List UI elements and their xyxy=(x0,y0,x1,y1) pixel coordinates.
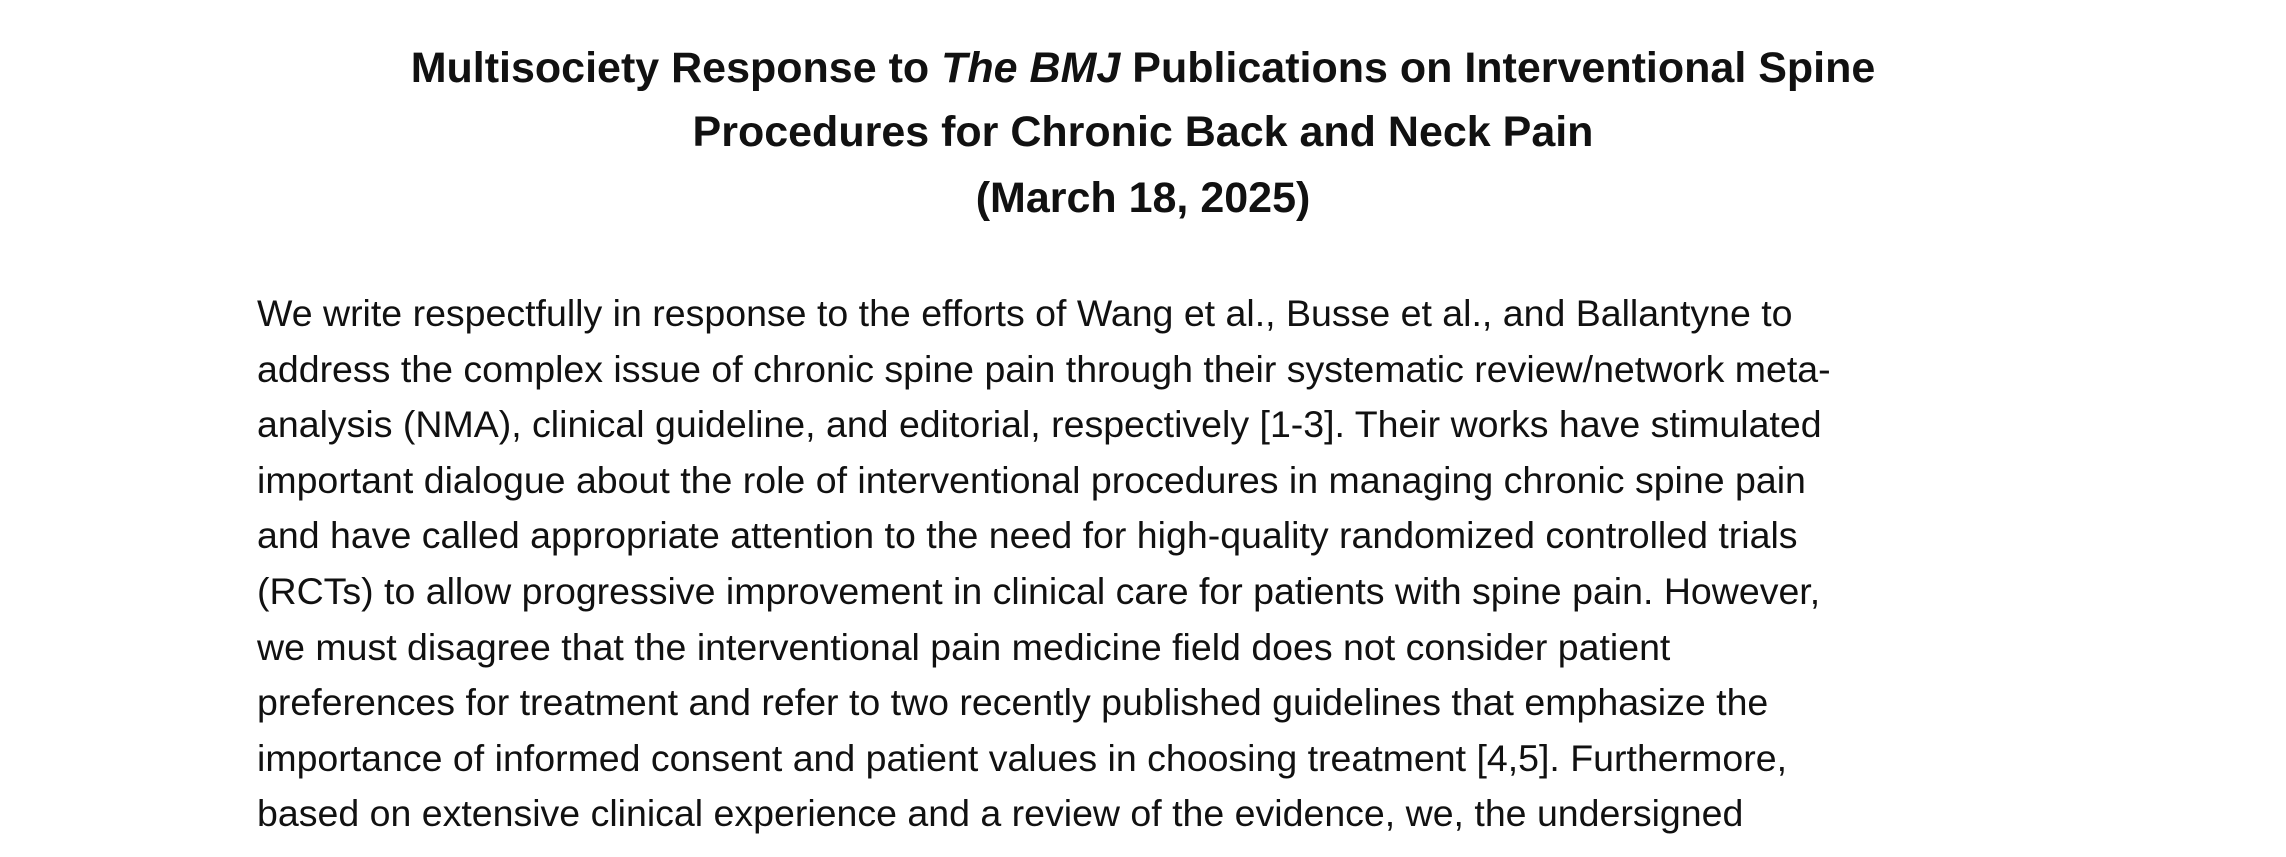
paragraph-line: address the complex issue of chronic spine pain through their systematic review/network meta- xyxy=(257,347,1831,390)
document-title xyxy=(0,36,2286,230)
paragraph-line: important dialogue about the role of interventional procedures in managing chronic spine pain xyxy=(257,458,1806,501)
title-line-1 xyxy=(0,36,2286,100)
paragraph-line: We write respectfully in response to the efforts of Wang et al., Busse et al., and Ballantyne to xyxy=(257,292,1793,334)
title-date: (March 18, 2025) xyxy=(975,174,1311,222)
title-prefix: Multisociety Response to xyxy=(410,44,942,92)
body-paragraph xyxy=(257,286,2037,842)
title-suffix: Publications on Interventional Spine xyxy=(1120,44,1876,92)
paragraph-line: based on extensive clinical experience and a review of the evidence, we, the undersigned xyxy=(257,792,1744,835)
paragraph-line: importance of informed consent and patient values in choosing treatment [4,5]. Furthermore, xyxy=(257,736,1787,779)
paragraph-line: preferences for treatment and refer to two recently published guidelines that emphasize the xyxy=(257,681,1769,724)
paragraph-line: analysis (NMA), clinical guideline, and editorial, respectively [1-3]. Their works have stimulated xyxy=(257,403,1822,446)
paragraph-line: (RCTs) to allow progressive improvement in clinical care for patients with spine pain. However, xyxy=(257,569,1821,612)
paragraph-line: we must disagree that the interventional pain medicine field does not consider patient xyxy=(257,625,1671,668)
title-line-2: Procedures for Chronic Back and Neck Pain xyxy=(692,108,1594,156)
title-journal-name: The BMJ xyxy=(941,44,1121,92)
paragraph-line: and have called appropriate attention to the need for high-quality randomized controlled trials xyxy=(257,514,1798,557)
